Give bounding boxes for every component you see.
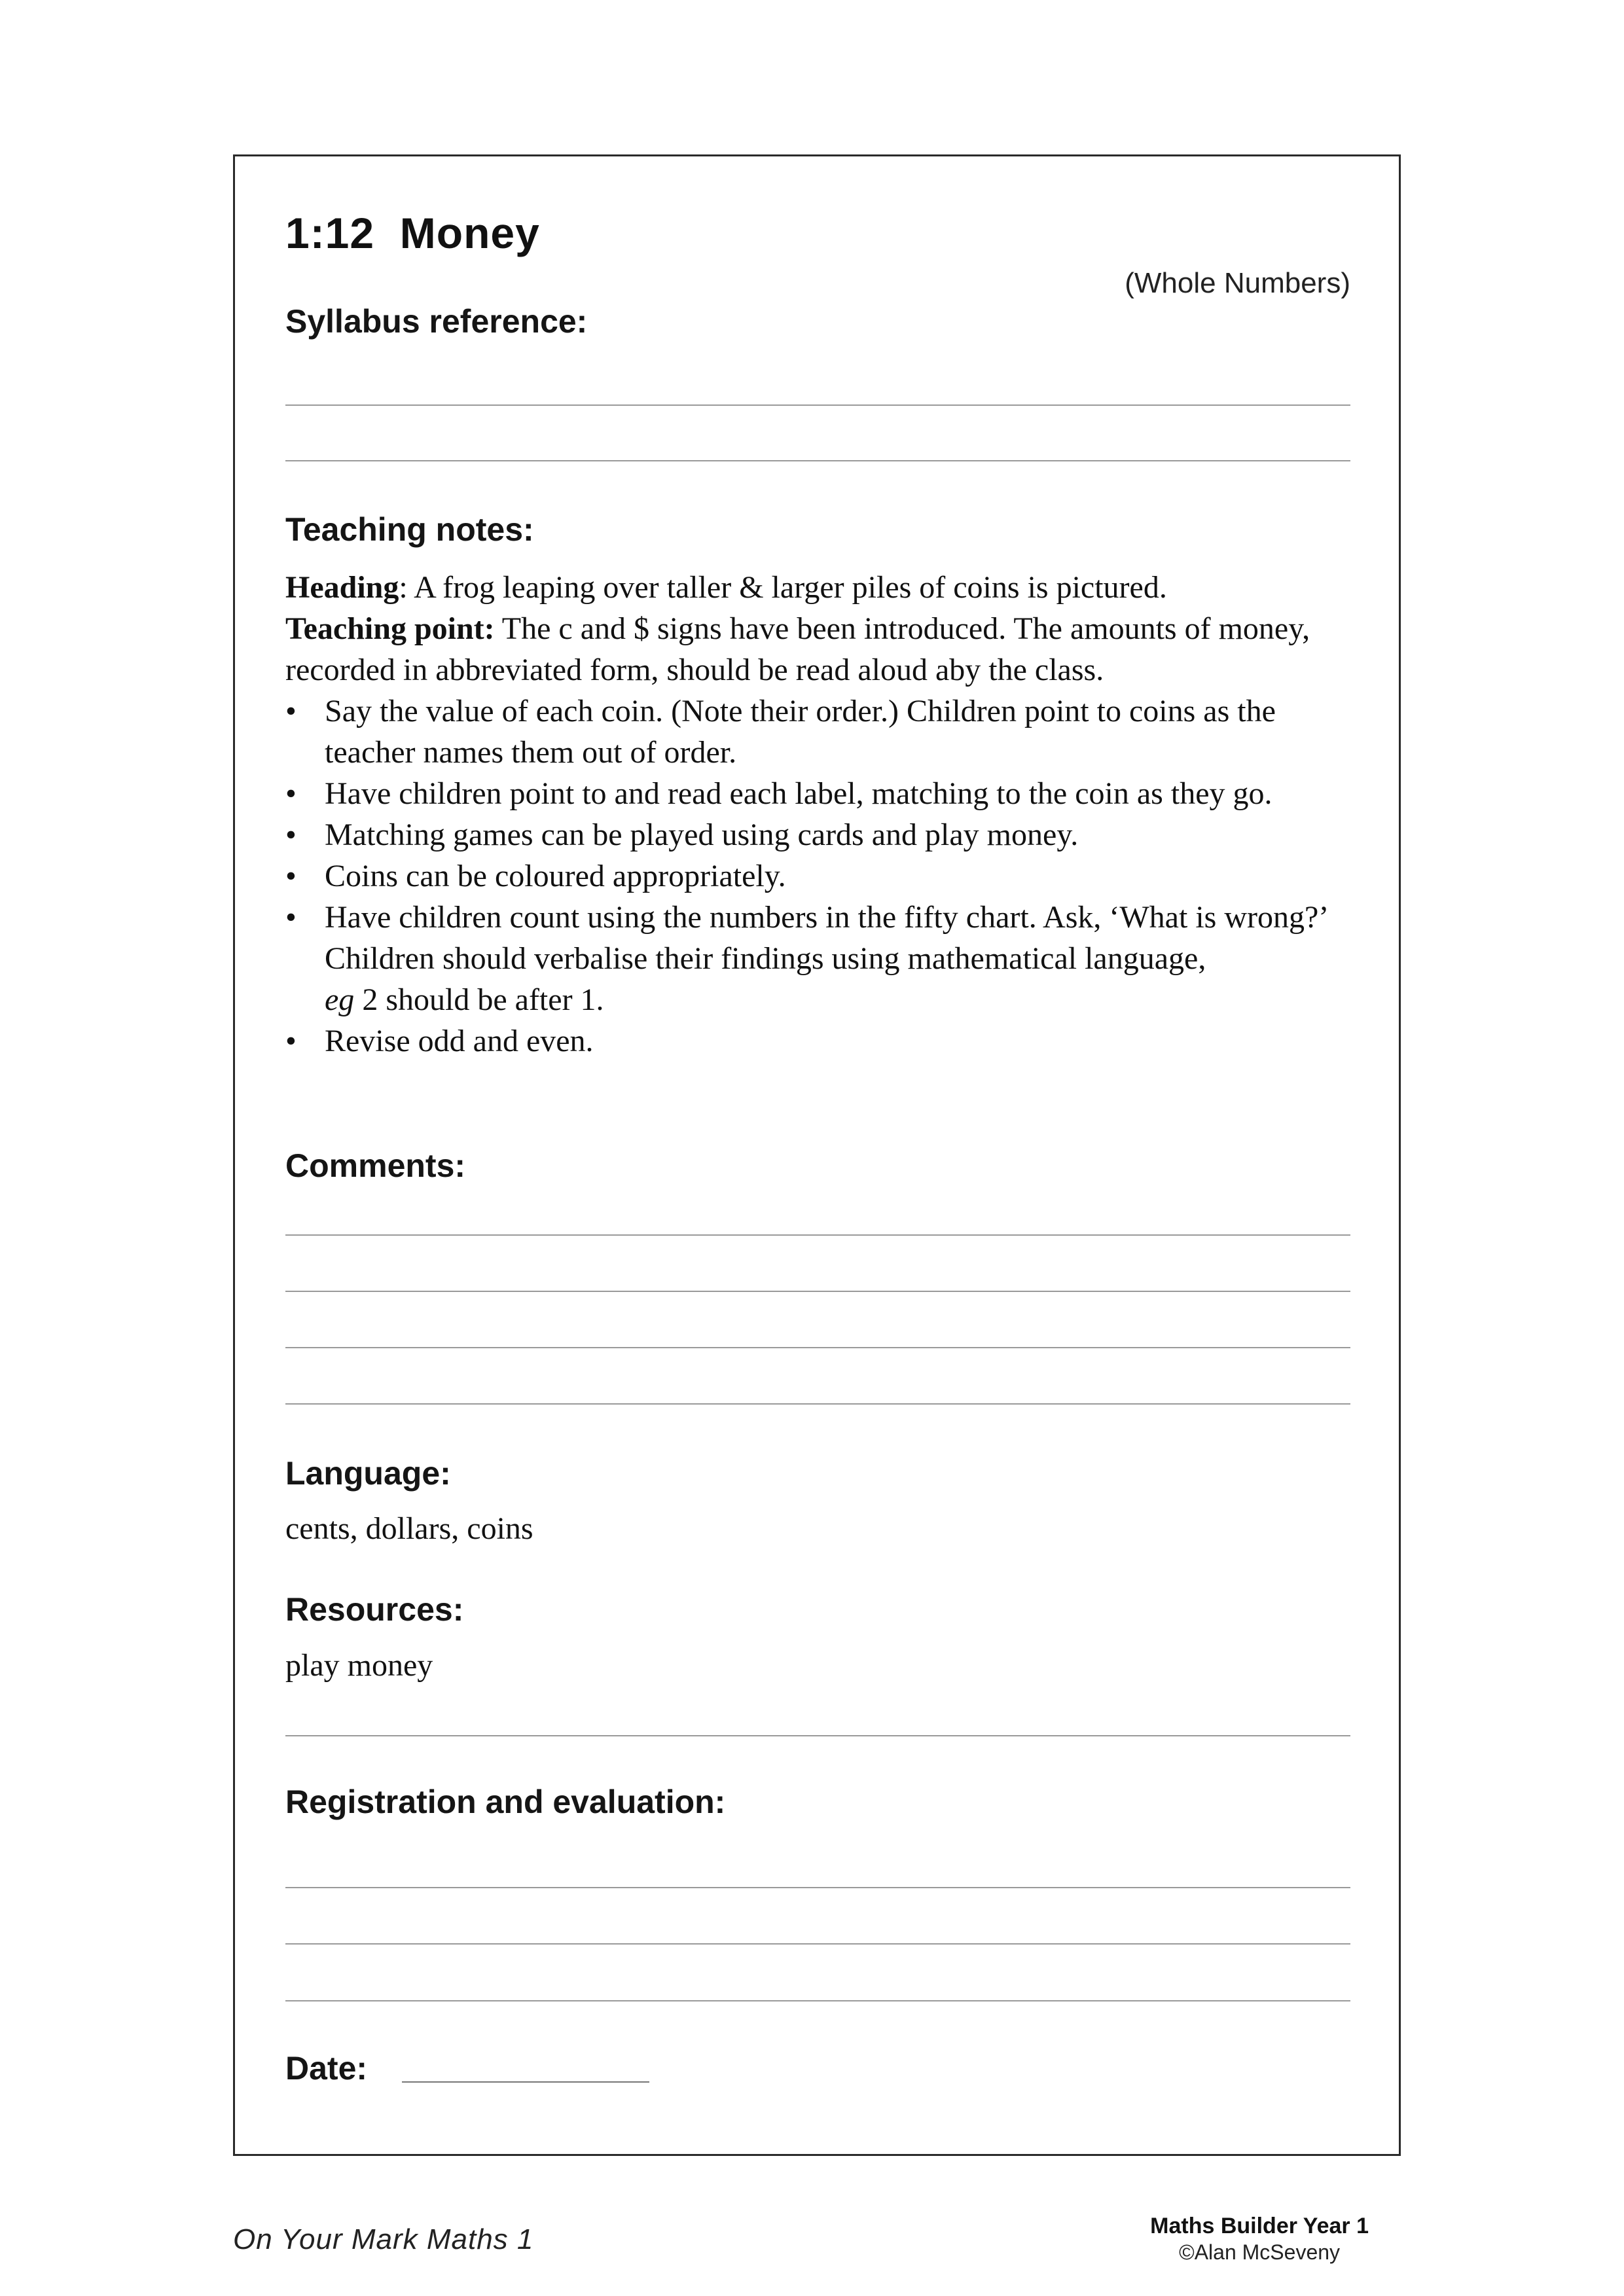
resources-text: play money [285,1648,433,1683]
bullet-glyph: • [285,1024,297,1058]
list-item [285,773,1359,814]
registration-line-1 [285,1887,1350,1888]
resources-heading: Resources: [285,1591,464,1628]
teaching-point-label: Teaching point: [285,611,495,646]
bullet-glyph: • [285,859,297,893]
teaching-notes-heading: Teaching notes: [285,511,534,548]
footer-publication: Maths Builder Year 1 [1150,2214,1369,2238]
footer-series: On Your Mark Maths 1 [233,2223,534,2255]
bullet-glyph: • [285,817,297,852]
list-item-text: Coins can be coloured appropriately. [325,859,786,893]
strand-label: (Whole Numbers) [1125,267,1350,299]
comments-heading: Comments: [285,1147,466,1184]
teaching-notes-list [285,691,1359,1062]
example-prefix: eg [325,982,355,1017]
list-item-text: Matching games can be played using cards and play money. [325,817,1079,852]
example-text: 2 should be after 1. [354,982,604,1017]
teaching-point-text: The c and $ signs have been introduced. The amounts of money, recorded in abbreviated form, should be read aloud aby the class. [285,611,1310,687]
footer-credit [1150,2214,1369,2265]
list-item-text: Say the value of each coin. (Note their order.) Children point to coins as the teacher names them out of order. [325,694,1276,770]
syllabus-line-1 [285,404,1350,406]
page-title: 1:12 Money [285,209,540,257]
syllabus-line-2 [285,460,1350,461]
date-line [402,2081,649,2083]
language-heading: Language: [285,1455,451,1492]
list-item-text: Revise odd and even. [325,1024,594,1058]
heading-note-label: Heading [285,570,399,605]
resources-line [285,1735,1350,1736]
registration-line-3 [285,2000,1350,2001]
heading-note [285,567,1359,608]
language-text: cents, dollars, coins [285,1511,533,1546]
comments-line-4 [285,1403,1350,1405]
comments-line-2 [285,1291,1350,1292]
bullet-glyph: • [285,900,297,935]
registration-heading: Registration and evaluation: [285,1784,726,1820]
bullet-glyph: • [285,694,297,728]
list-item [285,855,1359,897]
list-item-text: Have children count using the numbers in the fifty chart. Ask, ‘What is wrong?’ Children should verbalise their findings using mathematical language, [325,900,1327,976]
syllabus-heading: Syllabus reference: [285,303,588,340]
list-item [285,691,1359,773]
bullet-glyph: • [285,776,297,811]
teaching-notes-body [285,567,1359,1062]
heading-note-text: : A frog leaping over taller & larger piles of coins is pictured. [399,570,1167,605]
footer-copyright: ©Alan McSeveny [1179,2240,1341,2264]
registration-line-2 [285,1943,1350,1945]
list-item [285,1020,1359,1062]
teaching-point-note [285,608,1359,691]
list-item [285,814,1359,855]
list-item-text: Have children point to and read each label, matching to the coin as they go. [325,776,1272,811]
comments-line-3 [285,1347,1350,1348]
date-label: Date: [285,2050,368,2087]
list-item [285,897,1359,1020]
comments-line-1 [285,1234,1350,1236]
